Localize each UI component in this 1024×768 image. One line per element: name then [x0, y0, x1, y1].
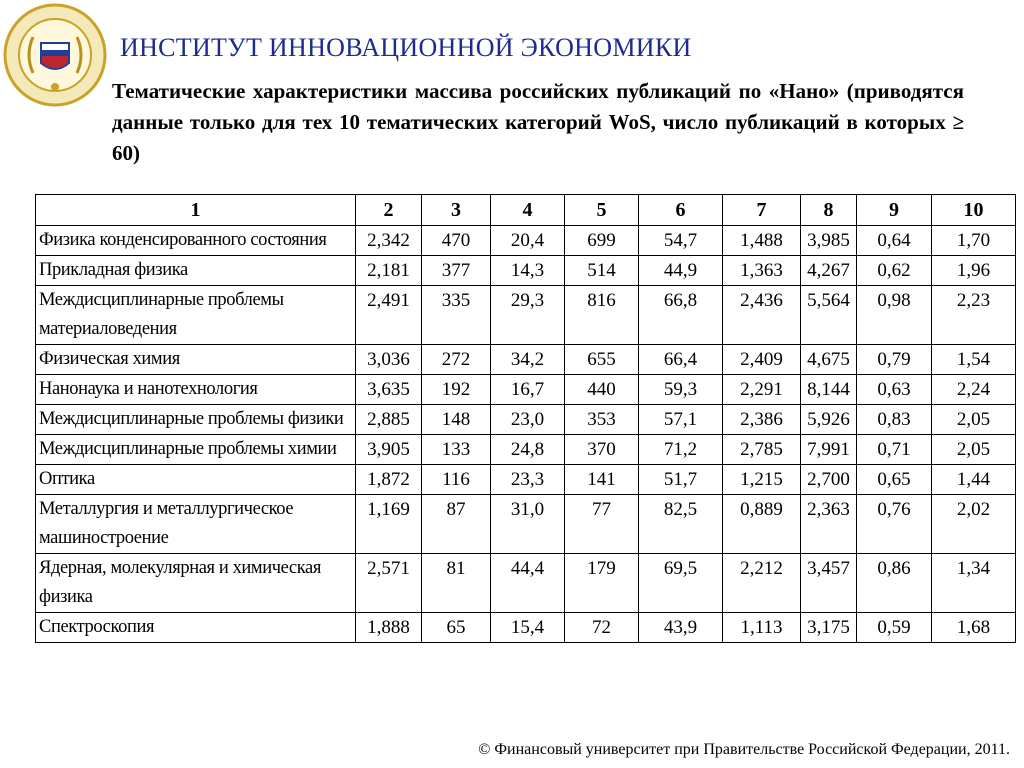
- value-cell: 1,70: [932, 226, 1016, 256]
- value-cell: 31,0: [491, 495, 565, 554]
- value-cell: 43,9: [639, 613, 723, 643]
- category-cell: Междисциплинарные проблемы химии: [36, 435, 356, 465]
- value-cell: 16,7: [491, 375, 565, 405]
- value-cell: 440: [565, 375, 639, 405]
- value-cell: 0,98: [857, 286, 932, 345]
- value-cell: 2,05: [932, 405, 1016, 435]
- copyright-footer: © Финансовый университет при Правительстве Российской Федерации, 2011.: [478, 741, 1010, 758]
- value-cell: 2,885: [356, 405, 422, 435]
- column-header: 5: [565, 195, 639, 226]
- value-cell: 2,212: [723, 554, 801, 613]
- table-row: [36, 435, 1016, 465]
- value-cell: 3,635: [356, 375, 422, 405]
- value-cell: 2,785: [723, 435, 801, 465]
- value-cell: 1,96: [932, 256, 1016, 286]
- table-row: [36, 495, 1016, 554]
- value-cell: 1,44: [932, 465, 1016, 495]
- value-cell: 7,991: [801, 435, 857, 465]
- value-cell: 116: [422, 465, 491, 495]
- value-cell: 1,169: [356, 495, 422, 554]
- value-cell: 15,4: [491, 613, 565, 643]
- value-cell: 0,64: [857, 226, 932, 256]
- institute-name: ИНСТИТУТ ИННОВАЦИОННОЙ ЭКОНОМИКИ: [120, 33, 692, 62]
- value-cell: 0,59: [857, 613, 932, 643]
- value-cell: 20,4: [491, 226, 565, 256]
- column-header: 1: [36, 195, 356, 226]
- value-cell: 370: [565, 435, 639, 465]
- table-row: [36, 226, 1016, 256]
- value-cell: 141: [565, 465, 639, 495]
- category-cell: Физическая химия: [36, 345, 356, 375]
- value-cell: 699: [565, 226, 639, 256]
- value-cell: 82,5: [639, 495, 723, 554]
- column-header: 8: [801, 195, 857, 226]
- value-cell: 59,3: [639, 375, 723, 405]
- category-cell: Спектроскопия: [36, 613, 356, 643]
- value-cell: 5,564: [801, 286, 857, 345]
- value-cell: 514: [565, 256, 639, 286]
- page-title: Тематические характеристики массива российских публикаций по «Нано» (приводятся данные только для тех 10 тематических категорий WoS, число публикаций в которых ≥ 60): [112, 79, 964, 165]
- value-cell: 81: [422, 554, 491, 613]
- value-cell: 335: [422, 286, 491, 345]
- value-cell: 66,4: [639, 345, 723, 375]
- value-cell: 1,68: [932, 613, 1016, 643]
- value-cell: 51,7: [639, 465, 723, 495]
- header-row: [36, 195, 1016, 226]
- value-cell: 0,79: [857, 345, 932, 375]
- value-cell: 0,83: [857, 405, 932, 435]
- value-cell: 44,4: [491, 554, 565, 613]
- value-cell: 1,888: [356, 613, 422, 643]
- value-cell: 5,926: [801, 405, 857, 435]
- value-cell: 2,409: [723, 345, 801, 375]
- table-row: [36, 345, 1016, 375]
- column-header: 3: [422, 195, 491, 226]
- table-row: [36, 375, 1016, 405]
- value-cell: 2,386: [723, 405, 801, 435]
- category-cell: Металлургия и металлургическое машиностроение: [36, 495, 356, 554]
- value-cell: 192: [422, 375, 491, 405]
- column-header: 7: [723, 195, 801, 226]
- value-cell: 57,1: [639, 405, 723, 435]
- value-cell: 2,436: [723, 286, 801, 345]
- value-cell: 24,8: [491, 435, 565, 465]
- value-cell: 2,700: [801, 465, 857, 495]
- value-cell: 2,363: [801, 495, 857, 554]
- value-cell: 8,144: [801, 375, 857, 405]
- category-cell: Междисциплинарные проблемы материаловедения: [36, 286, 356, 345]
- value-cell: 148: [422, 405, 491, 435]
- column-header: 6: [639, 195, 723, 226]
- value-cell: 2,571: [356, 554, 422, 613]
- value-cell: 2,23: [932, 286, 1016, 345]
- value-cell: 3,985: [801, 226, 857, 256]
- university-emblem-icon: [3, 3, 107, 107]
- category-cell: Междисциплинарные проблемы физики: [36, 405, 356, 435]
- data-table: [35, 194, 1016, 643]
- value-cell: 1,215: [723, 465, 801, 495]
- column-header: 2: [356, 195, 422, 226]
- value-cell: 34,2: [491, 345, 565, 375]
- table-row: [36, 256, 1016, 286]
- value-cell: 71,2: [639, 435, 723, 465]
- category-cell: Оптика: [36, 465, 356, 495]
- category-cell: Ядерная, молекулярная и химическая физика: [36, 554, 356, 613]
- value-cell: 0,86: [857, 554, 932, 613]
- value-cell: 44,9: [639, 256, 723, 286]
- category-cell: Нанонаука и нанотехнология: [36, 375, 356, 405]
- table-row: [36, 286, 1016, 345]
- value-cell: 2,24: [932, 375, 1016, 405]
- value-cell: 470: [422, 226, 491, 256]
- value-cell: 3,457: [801, 554, 857, 613]
- value-cell: 1,363: [723, 256, 801, 286]
- value-cell: 1,34: [932, 554, 1016, 613]
- value-cell: 1,54: [932, 345, 1016, 375]
- value-cell: 23,3: [491, 465, 565, 495]
- table-header: [36, 195, 1016, 226]
- value-cell: 0,889: [723, 495, 801, 554]
- table-row: [36, 613, 1016, 643]
- value-cell: 816: [565, 286, 639, 345]
- value-cell: 4,675: [801, 345, 857, 375]
- value-cell: 1,113: [723, 613, 801, 643]
- table-row: [36, 554, 1016, 613]
- value-cell: 2,05: [932, 435, 1016, 465]
- value-cell: 0,71: [857, 435, 932, 465]
- value-cell: 2,181: [356, 256, 422, 286]
- value-cell: 133: [422, 435, 491, 465]
- value-cell: 2,491: [356, 286, 422, 345]
- value-cell: 29,3: [491, 286, 565, 345]
- value-cell: 2,291: [723, 375, 801, 405]
- value-cell: 77: [565, 495, 639, 554]
- column-header: 4: [491, 195, 565, 226]
- category-cell: Физика конденсированного состояния: [36, 226, 356, 256]
- value-cell: 3,036: [356, 345, 422, 375]
- value-cell: 377: [422, 256, 491, 286]
- value-cell: 0,65: [857, 465, 932, 495]
- value-cell: 272: [422, 345, 491, 375]
- value-cell: 65: [422, 613, 491, 643]
- table-row: [36, 465, 1016, 495]
- value-cell: 1,488: [723, 226, 801, 256]
- column-header: 10: [932, 195, 1016, 226]
- value-cell: 353: [565, 405, 639, 435]
- value-cell: 655: [565, 345, 639, 375]
- value-cell: 0,63: [857, 375, 932, 405]
- table-row: [36, 405, 1016, 435]
- value-cell: 14,3: [491, 256, 565, 286]
- table-body: [36, 226, 1016, 643]
- category-cell: Прикладная физика: [36, 256, 356, 286]
- value-cell: 72: [565, 613, 639, 643]
- value-cell: 0,62: [857, 256, 932, 286]
- value-cell: 4,267: [801, 256, 857, 286]
- value-cell: 3,175: [801, 613, 857, 643]
- value-cell: 87: [422, 495, 491, 554]
- value-cell: 23,0: [491, 405, 565, 435]
- value-cell: 2,02: [932, 495, 1016, 554]
- value-cell: 66,8: [639, 286, 723, 345]
- value-cell: 1,872: [356, 465, 422, 495]
- value-cell: 69,5: [639, 554, 723, 613]
- value-cell: 0,76: [857, 495, 932, 554]
- value-cell: 54,7: [639, 226, 723, 256]
- value-cell: 179: [565, 554, 639, 613]
- value-cell: 2,342: [356, 226, 422, 256]
- column-header: 9: [857, 195, 932, 226]
- value-cell: 3,905: [356, 435, 422, 465]
